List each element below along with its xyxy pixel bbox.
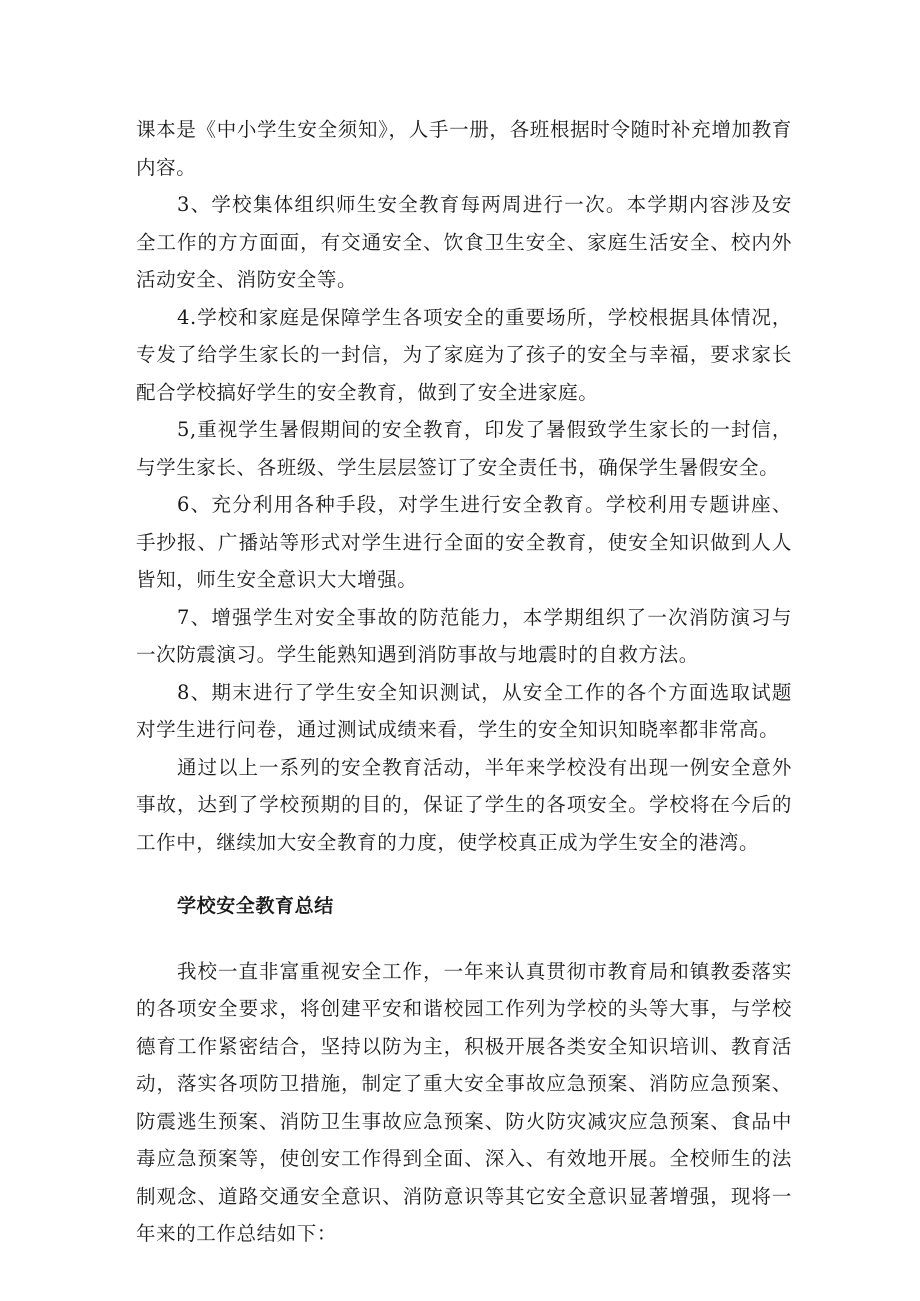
paragraph-item-8: 8、期末进行了学生安全知识测试，从安全工作的各个方面选取试题对学生进行问卷，通过测试成绩来看，学生的安全知识知晓率都非常高。 (136, 680, 792, 741)
paragraph-introduction: 我校一直非富重视安全工作，一年来认真贯彻市教育局和镇教委落实的各项安全要求，将创建平安和谐校园工作列为学校的头等大事，与学校德育工作紧密结合，坚持以防为主，积极开展各类安全知识培训、教育活动，落实各项防卫措施，制定了重大安全事故应急预案、消防应急预案、防震逃生预案、消防卫生事故应急预案、防火防灾减灾应急预案、食品中毒应急预案等，使创安工作得到全面、深入、有效地开展。全校师生的法制观念、道路交通安全意识、消防意识等其它安全意识显著增强，现将一年来的工作总结如下： (136, 959, 792, 1245)
paragraph-item-3: 3、学校集体组织师生安全教育每两周进行一次。本学期内容涉及安全工作的方方面面，有交通安全、饮食卫生安全、家庭生活安全、校内外活动安全、消防安全等。 (136, 193, 792, 291)
paragraph-continued: 课本是《中小学生安全须知》，人手一册，各班根据时令随时补充增加教育内容。 (136, 118, 792, 179)
paragraph-item-4: 4.学校和家庭是保障学生各项安全的重要场所，学校根据具体情况，专发了给学生家长的一封信，为了家庭为了孩子的安全与幸福，要求家长配合学校搞好学生的安全教育，做到了安全进家庭。 (136, 305, 792, 404)
section-title: 学校安全教育总结 (177, 895, 334, 917)
paragraph-item-6: 6、充分利用各种手段，对学生进行安全教育。学校利用专题讲座、手抄报、广播站等形式对学生进行全面的安全教育，使安全知识做到人人皆知，师生安全意识大大增强。 (136, 493, 792, 591)
document-body (136, 111, 792, 1253)
paragraph-conclusion: 通过以上一系列的安全教育活动，半年来学校没有出现一例安全意外事故，达到了学校预期的目的，保证了学生的各项安全。学校将在今后的工作中，继续加大安全教育的力度，使学校真正成为学生安全的港湾。 (136, 755, 792, 854)
paragraph-item-5: 5,重视学生暑假期间的安全教育，印发了暑假致学生家长的一封信，与学生家长、各班级、学生层层签订了安全责任书，确保学生暑假安全。 (136, 418, 792, 479)
paragraph-item-7: 7、增强学生对安全事故的防范能力，本学期组织了一次消防演习与一次防震演习。学生能熟知遇到消防事故与地震时的自救方法。 (136, 605, 792, 666)
